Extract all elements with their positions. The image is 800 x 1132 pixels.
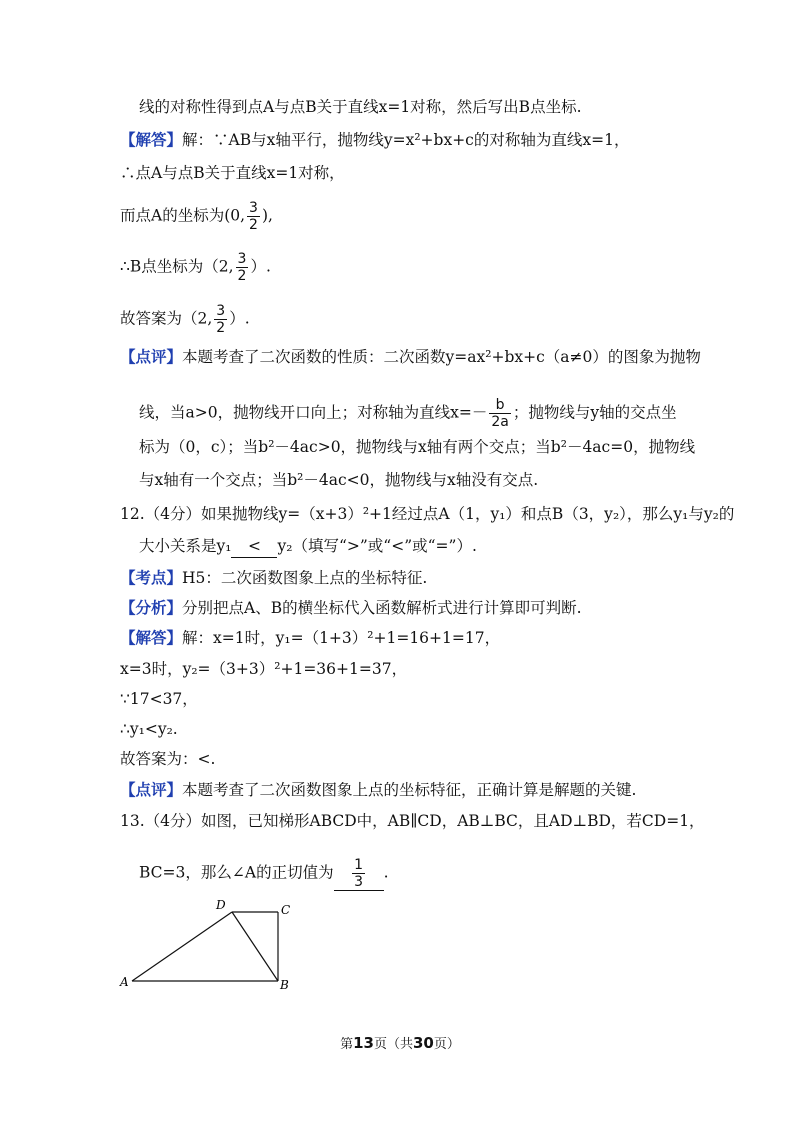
kaodian-text: H5：二次函数图象上点的坐标特征. (182, 569, 428, 587)
answer-line (120, 129, 629, 151)
text-line (139, 397, 677, 430)
fraction-numerator: 3 (237, 251, 247, 267)
question-12-line: 12.（4分）如果抛物线y=（x+3）²+1经过点A（1，y₁）和点B（3，y₂），那么y₁与y₂的 (120, 505, 735, 523)
label-c: C (281, 903, 291, 917)
answer-blank (334, 857, 384, 891)
fraction-denominator: 2 (216, 320, 226, 336)
label-b: B (280, 978, 289, 992)
text-segment: y₂（填写“>”或“<”或“=”）. (277, 537, 477, 555)
footer-text: 页（共 (373, 1037, 413, 1052)
text-line: 故答案为：<. (120, 750, 216, 768)
footer-page-number: 13 (353, 1034, 374, 1052)
fraction-denominator: 2 (237, 268, 247, 284)
section-tag-jieda: 【解答】 (120, 131, 183, 149)
text-line: 标为（0，c）；当b²－4ac>0，抛物线与x轴有两个交点；当b²－4ac=0，抛物线 (139, 438, 696, 456)
section-tag-fenxi: 【分析】 (120, 599, 183, 617)
fenxi-text: 分别把点A、B的横坐标代入函数解析式进行计算即可判断. (182, 599, 582, 617)
comment-text: 本题考查了二次函数的性质：二次函数y=ax²+bx+c（a≠0）的图象为抛物 (182, 348, 701, 366)
comment-line (120, 346, 701, 368)
text-line: ∴点A与点B关于直线x=1对称， (120, 164, 345, 182)
text-segment: ）. (229, 309, 250, 328)
fraction-numerator: 3 (216, 303, 226, 319)
text-line: 与x轴有一个交点；当b²－4ac<0，抛物线与x轴没有交点. (139, 471, 539, 489)
segment-ad (132, 912, 232, 981)
fraction (214, 303, 227, 336)
text-segment: 大小关系是y₁ (139, 537, 232, 555)
fraction-denominator: 3 (354, 874, 364, 890)
fraction-denominator: 2 (249, 217, 258, 233)
text-segment: BC=3，那么∠A的正切值为 (139, 863, 334, 882)
text-segment: ∴B点坐标为（2, (120, 257, 234, 276)
text-segment: ；抛物线与y轴的交点坐 (512, 403, 677, 422)
answer-text: 解：x=1时，y₁=（1+3）²+1=16+1=17， (182, 629, 501, 647)
text-segment: 故答案为（2, (120, 309, 213, 328)
text-segment: ）. (250, 257, 271, 276)
fraction (489, 397, 511, 430)
text-line: ∵17<37， (120, 690, 198, 708)
fraction-numerator: b (495, 397, 505, 413)
trapezoid-figure (110, 895, 310, 995)
label-d: D (216, 898, 226, 912)
footer-text: 页） (433, 1037, 460, 1052)
fraction (236, 251, 249, 284)
text-line (120, 303, 250, 336)
segment-db (232, 912, 278, 981)
question-12-line (139, 535, 477, 558)
kaodian-line (120, 567, 427, 589)
section-tag-dianping: 【点评】 (120, 348, 183, 366)
text-line: 线的对称性得到点A与点B关于直线x=1对称，然后写出B点坐标. (139, 98, 582, 116)
section-tag-jieda: 【解答】 (120, 629, 183, 647)
text-line (120, 251, 271, 284)
text-segment: ), (261, 206, 273, 225)
text-segment: . (383, 863, 389, 882)
answer-blank: < (231, 535, 277, 558)
page-footer (0, 1033, 800, 1052)
section-tag-kaodian: 【考点】 (120, 569, 183, 587)
text-segment: 线，当a>0，抛物线开口向上；对称轴为直线x=－ (139, 403, 488, 422)
fraction (247, 200, 260, 233)
footer-text: 第 (340, 1037, 354, 1052)
question-13-line: 13.（4分）如图，已知梯形ABCD中，AB∥CD，AB⊥BC，且AD⊥BD，若CD=1， (120, 812, 705, 830)
question-13-line (139, 857, 389, 891)
answer-line (120, 627, 500, 649)
text-segment: 而点A的坐标为(0, (120, 206, 246, 225)
fraction-denominator: 2a (491, 414, 509, 430)
footer-total-pages: 30 (413, 1034, 434, 1052)
fraction-numerator: 1 (354, 857, 364, 873)
text-line: ∴y₁<y₂. (120, 720, 178, 738)
fenxi-line (120, 597, 582, 619)
comment-line (120, 779, 636, 801)
answer-text: 解：∵AB与x轴平行，抛物线y=x²+bx+c的对称轴为直线x=1， (182, 131, 630, 149)
section-tag-dianping: 【点评】 (120, 781, 183, 799)
text-line (120, 200, 273, 233)
text-line: x=3时，y₂=（3+3）²+1=36+1=37， (120, 660, 408, 678)
fraction (352, 857, 365, 890)
fraction-numerator: 3 (249, 200, 258, 216)
comment-text: 本题考查了二次函数图象上点的坐标特征，正确计算是解题的关键. (182, 781, 637, 799)
label-a: A (120, 975, 129, 989)
